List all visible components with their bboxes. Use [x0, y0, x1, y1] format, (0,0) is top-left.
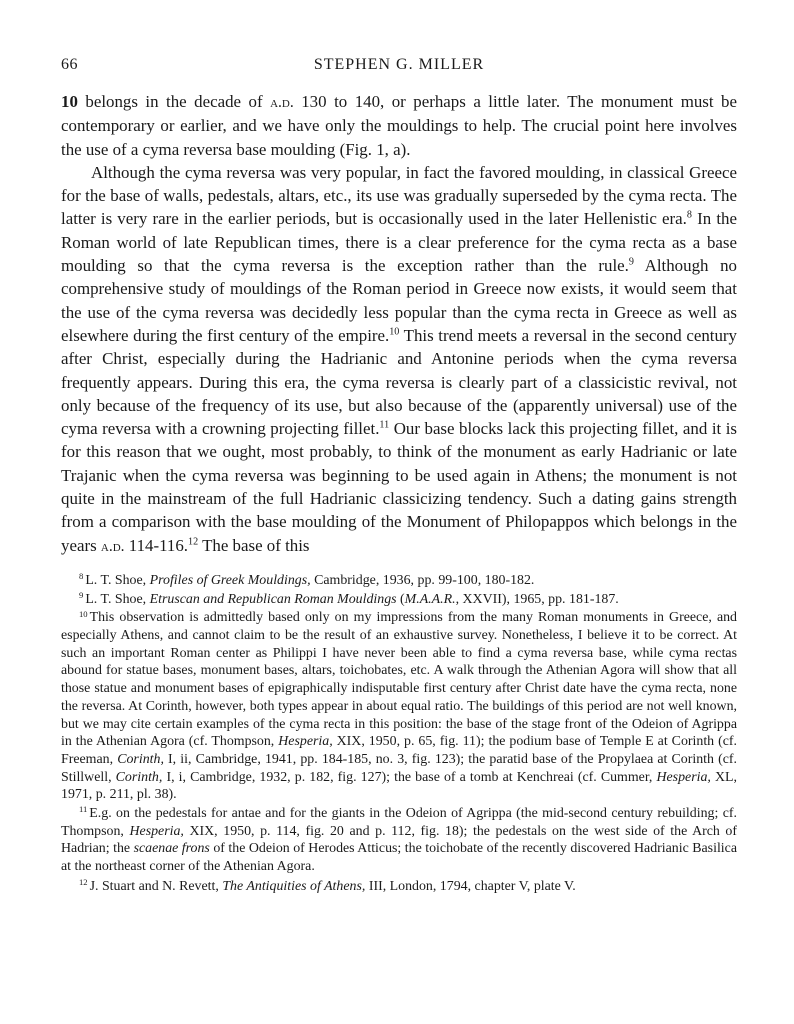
text-span: L. T. Shoe, [85, 572, 150, 588]
text-span: XIX, 1950, p. 114, fig. 20 and p. 112, fig. 18); the pedestals on the west side of the Arch of Hadrian; the [61, 823, 737, 857]
text-span: , XXVII), 1965, pp. 181-187. [455, 591, 619, 607]
footnote-ref-12[interactable]: 12 [188, 536, 199, 548]
era-abbrev: a.d. [100, 537, 125, 555]
citation-title: The Antiquities of Athens, [222, 878, 366, 894]
text-span: Our base blocks lack this projecting fillet, and it is for this reason that we ought, most probably, to think of the monument as early Hadrianic or late Trajanic when the cyma reversa was beginning to be used again in Athens; the monument is not quite in the mainstream of the full Hadrianic classicizing tendency. Such a dating gains strength from a comparison with the base moulding of the Monument of Philopappos which belongs in the years [61, 419, 737, 555]
footnote-12 [61, 878, 737, 896]
text-span: E.g. on the pedestals for antae and for the giants in the Odeion of Agrippa (the mid-second century rebuilding; cf. Thompson, [61, 806, 737, 839]
citation-title: scaenae frons [133, 841, 210, 857]
citation-title: Etruscan and Republican Roman Mouldings [149, 591, 397, 607]
footnote-8 [61, 572, 737, 590]
text-span: belongs in the decade of [77, 92, 271, 111]
text-span: J. Stuart and N. Revett, [89, 878, 223, 894]
catalog-number: 10 [61, 92, 78, 111]
footnote-ref-11[interactable]: 11 [379, 419, 390, 431]
page-number: 66 [61, 56, 78, 73]
page-header [61, 50, 737, 78]
footnote-ref-8[interactable]: 8 [686, 209, 692, 221]
text-span: I, ii, Cambridge, 1941, pp. 184-185, no. 3, fig. 123); the paratid base of the Propylaea at Corinth (cf. Stillwell, [61, 751, 738, 785]
text-span: XIX, 1950, p. 65, fig. 11); the podium base of Temple E at Corinth (cf. Freeman, [61, 734, 737, 767]
page [61, 50, 737, 897]
text-span: III, London, 1794, chapter V, plate V. [365, 878, 576, 894]
paragraph-2 [61, 161, 737, 558]
footnote-number: 10 [79, 608, 88, 619]
citation-title: Corinth, [117, 751, 164, 767]
footnote-ref-9[interactable]: 9 [628, 256, 634, 268]
citation-title: Hesperia, [129, 823, 184, 839]
footnotes [61, 572, 737, 896]
citation-title: Profiles of Greek Mouldings, [149, 572, 311, 588]
text-span: of the Odeion of Herodes Atticus; the toichobate of the recently discovered Hadrianic Basilica at the northeast corner of the Athenian Agora. [61, 841, 737, 875]
footnote-number: 8 [79, 571, 84, 582]
text-span: In the Roman world of late Republican times, there is a clear preference for the cyma recta as a base moulding so that the cyma reversa is the exception rather than the rule. [61, 209, 737, 276]
citation-title: Hesperia, [278, 734, 333, 750]
text-span: Although no comprehensive study of mouldings of the Roman period in Greece now exists, it would seem that the use of the cyma reversa was decidedly less popular than the cyma recta in Greece as well as elsewhere during the first century of the empire. [61, 256, 737, 345]
body-text [61, 90, 737, 558]
text-span: L. T. Shoe, [85, 591, 150, 607]
text-span: 130 to 140, or perhaps a little later. The monument must be contemporary or earlier, and we have only the mouldings to help. The crucial point here involves the use of a cyma reversa base moulding (Fig. 1, a). [61, 92, 737, 159]
footnote-number: 11 [79, 804, 88, 815]
paragraph-1 [61, 90, 737, 161]
footnote-ref-10[interactable]: 10 [389, 326, 400, 338]
text-span: 114-116. [124, 535, 189, 555]
footnote-number: 12 [79, 877, 88, 888]
text-span: XL, 1971, p. 211, pl. 38). [61, 769, 737, 803]
text-span: I, i, Cambridge, 1932, p. 182, fig. 127); the base of a tomb at Kenchreai (cf. Cummer, [162, 769, 657, 785]
era-abbrev: a.d. [270, 94, 294, 111]
citation-title: M.A.A.R. [404, 591, 456, 607]
citation-title: Hesperia, [656, 769, 711, 785]
running-head: STEPHEN G. MILLER [313, 56, 485, 73]
text-span: ( [396, 591, 405, 607]
footnote-11 [61, 805, 737, 876]
footnote-number: 9 [79, 589, 84, 600]
footnote-10 [61, 609, 737, 804]
citation-title: Corinth, [115, 769, 163, 785]
text-span: Although the cyma reversa was very popular, in fact the favored moulding, in classical Greece for the base of walls, pedestals, altars, etc., its use was gradually superseded by the cyma recta. The latter is very rare in the earlier periods, but is occasionally used in the later Hellenistic era. [61, 162, 737, 229]
text-span: The base of this [198, 535, 310, 555]
text-span: This observation is admittedly based only on my impressions from the many Roman monuments in Greece, and especially Athens, and cannot claim to be the result of an exhaustive survey. Nonetheless, I believe it to be correct. At such an important Roman center as Philippi I have never been able to find a cyma reversa base, while cyma rectas abound for statue bases, monument bases, altars, toichobates, etc. A walk through the Athenian Agora will show that all those statue and monument bases of epigraphically indisputable first century after Christ date have the cyma recta, none the reversa. At Corinth, however, both types appear in about equal ratio. The buildings of this period are not well known, but we may cite certain examples of the cyma recta in this position: the base of the stage front of the Odeion of Agrippa in the Athenian Agora (cf. Thompson, [61, 610, 737, 750]
text-span: This trend meets a reversal in the second century after Christ, especially during the Hadrianic and Antonine periods when the cyma reversa frequently appears. During this era, the cyma reversa is clearly part of a classicistic revival, not only because of the frequency of its use, but also because of the (apparently universal) use of the cyma reversa with a crowning projecting fillet. [61, 325, 737, 439]
footnote-9 [61, 591, 737, 609]
text-span: Cambridge, 1936, pp. 99-100, 180-182. [310, 572, 535, 588]
